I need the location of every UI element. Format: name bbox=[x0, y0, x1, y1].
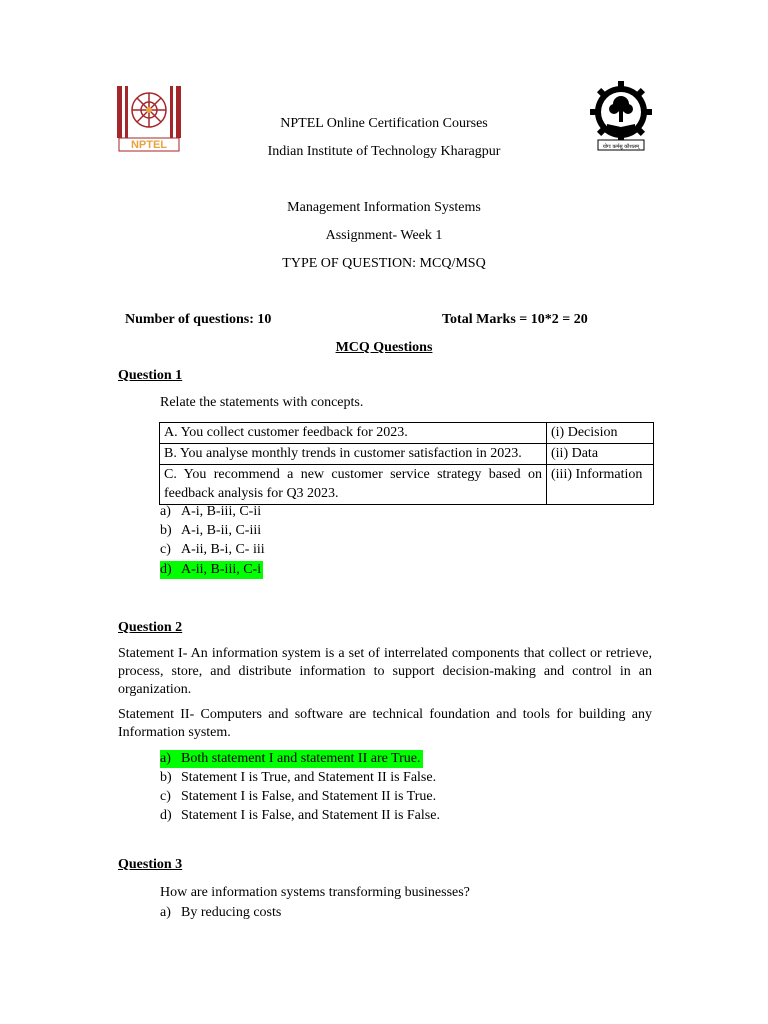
table-cell-concept: (i) Decision bbox=[547, 423, 654, 444]
question-1-prompt: Relate the statements with concepts. bbox=[160, 395, 364, 410]
num-questions-label: Number of questions bbox=[125, 312, 250, 327]
option-text: Statement I is False, and Statement II is False. bbox=[181, 808, 440, 823]
option-text: Statement I is False, and Statement II is True. bbox=[181, 789, 437, 804]
question-type: TYPE OF QUESTION: MCQ/MSQ bbox=[282, 256, 486, 271]
question-2-title: Question 2 bbox=[118, 620, 183, 635]
option-text: A-ii, B-iii, C-i bbox=[181, 562, 262, 577]
q2-option-c bbox=[160, 788, 436, 806]
total-marks: Total Marks = 10*2 = 20 bbox=[442, 312, 588, 327]
option-text: A-i, B-ii, C-iii bbox=[181, 523, 262, 538]
q2-option-d bbox=[160, 807, 440, 825]
table-row bbox=[160, 444, 654, 465]
option-text: Statement I is True, and Statement II is False. bbox=[181, 770, 437, 785]
q1-option-d-correct bbox=[160, 561, 263, 579]
assignment-title: Assignment- Week 1 bbox=[325, 228, 443, 243]
question-3-prompt: How are information systems transforming businesses? bbox=[160, 885, 470, 900]
section-title: MCQ Questions bbox=[335, 340, 433, 355]
q2-option-b bbox=[160, 769, 436, 787]
option-label: c) bbox=[160, 789, 171, 804]
option-label: b) bbox=[160, 770, 172, 785]
header-line-2: Indian Institute of Technology Kharagpur bbox=[267, 144, 501, 159]
option-label: d) bbox=[160, 808, 172, 823]
option-text: Both statement I and statement II are True. bbox=[181, 751, 421, 766]
option-label: d) bbox=[160, 562, 172, 577]
q1-option-a bbox=[160, 503, 261, 521]
table-cell-statement: C. You recommend a new customer service strategy based on feedback analysis for Q3 2023. bbox=[160, 465, 547, 504]
question-2-statement-2: Statement II- Computers and software are technical foundation and tools for building any Information system. bbox=[118, 707, 652, 741]
option-label: b) bbox=[160, 523, 172, 538]
table-cell-concept: (iii) Information bbox=[547, 465, 654, 504]
match-table bbox=[159, 422, 654, 505]
nptel-logo-text: NPTEL bbox=[130, 139, 168, 151]
course-title: Management Information Systems bbox=[287, 200, 481, 215]
option-label: a) bbox=[160, 504, 171, 519]
iit-logo-motto: योगः कर्मसु कौशलम् bbox=[602, 144, 640, 150]
option-label: a) bbox=[160, 905, 171, 920]
q1-option-c bbox=[160, 541, 265, 559]
table-cell-statement: B. You analyse monthly trends in customer satisfaction in 2023. bbox=[160, 444, 547, 465]
option-text: By reducing costs bbox=[181, 905, 282, 920]
table-cell-statement: A. You collect customer feedback for 2023. bbox=[160, 423, 547, 444]
q2-option-a-correct bbox=[160, 750, 423, 768]
q1-option-b bbox=[160, 522, 261, 540]
table-cell-concept: (ii) Data bbox=[547, 444, 654, 465]
option-label: c) bbox=[160, 542, 171, 557]
question-1-title: Question 1 bbox=[118, 368, 183, 383]
question-2-statement-1: Statement I- An information system is a set of interrelated components that collect or retrieve, process, store, and distribute information to support decision-making and control in an organization. bbox=[118, 646, 652, 698]
num-questions-value: : 10 bbox=[249, 312, 272, 327]
option-text: A-ii, B-i, C- iii bbox=[181, 542, 265, 557]
header-line-1: NPTEL Online Certification Courses bbox=[280, 116, 488, 131]
number-of-questions bbox=[125, 311, 271, 329]
table-row bbox=[160, 465, 654, 504]
q3-option-a bbox=[160, 904, 281, 922]
question-3-title: Question 3 bbox=[118, 857, 183, 872]
table-row bbox=[160, 423, 654, 444]
option-label: a) bbox=[160, 751, 171, 766]
option-text: A-i, B-iii, C-ii bbox=[181, 504, 262, 519]
